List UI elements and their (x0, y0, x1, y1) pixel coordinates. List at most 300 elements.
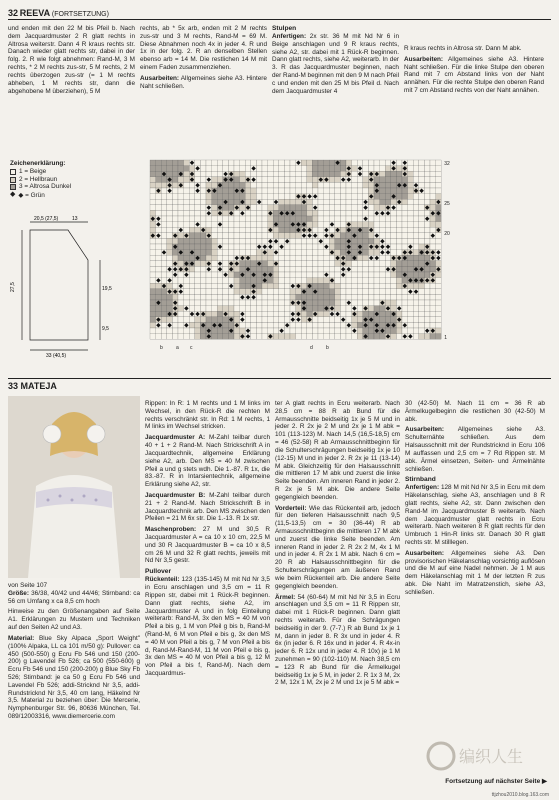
chart-cell (262, 255, 268, 261)
chart-cell (268, 250, 274, 256)
chart-cell (167, 233, 173, 239)
chart-cell (273, 289, 279, 295)
chart-cell (408, 194, 414, 200)
chart-cell (324, 294, 330, 300)
chart-cell (167, 171, 173, 177)
chart-cell (279, 322, 285, 328)
chart-cell (413, 306, 419, 312)
chart-cell (161, 194, 167, 200)
chart-cell (268, 294, 274, 300)
paragraph: Allgemeines siehe A3. Hintere Naht schließen. (140, 74, 267, 90)
chart-cell (150, 199, 156, 205)
chart-cell (161, 199, 167, 205)
chart-cell (424, 272, 430, 278)
chart-cell (172, 250, 178, 256)
chart-cell (368, 250, 374, 256)
chart-cell (200, 306, 206, 312)
chart-cell (251, 255, 257, 261)
chart-cell (178, 199, 184, 205)
chart-cell (424, 306, 430, 312)
chart-cell (172, 210, 178, 216)
chart-cell (385, 328, 391, 334)
chart-cell (335, 166, 341, 172)
chart-cell (318, 289, 324, 295)
chart-cell (189, 317, 195, 323)
chart-cell (380, 278, 386, 284)
chart-cell (296, 166, 302, 172)
chart-cell (335, 317, 341, 323)
chart-cell (357, 283, 363, 289)
chart-cell (234, 244, 240, 250)
chart-cell (262, 222, 268, 228)
chart-cell (212, 317, 218, 323)
chart-cell (352, 278, 358, 284)
chart-cell (240, 222, 246, 228)
chart-cell (156, 160, 162, 166)
chart-cell (262, 166, 268, 172)
chart-cell (413, 205, 419, 211)
chart-cell (172, 166, 178, 172)
chart-cell (189, 216, 195, 222)
chart-cell (391, 199, 397, 205)
chart-cell (184, 160, 190, 166)
chart-cell (391, 244, 397, 250)
chart-cell (318, 306, 324, 312)
chart-cell (307, 188, 313, 194)
chart-cell (335, 272, 341, 278)
chart-cell (346, 289, 352, 295)
chart-cell (396, 177, 402, 183)
chart-cell (413, 300, 419, 306)
chart-cell (156, 250, 162, 256)
chart-cell (217, 289, 223, 295)
chart-cell (357, 182, 363, 188)
chart-cell (150, 182, 156, 188)
photo-caption: von Seite 107 (8, 582, 48, 589)
chart-cell (385, 261, 391, 267)
chart-cell (184, 278, 190, 284)
chart-cell (335, 278, 341, 284)
chart-cell (307, 255, 313, 261)
chart-cell (363, 255, 369, 261)
paragraph: M-Zahl teilbar durch 40 + 1 + 2 Rand-M. Nach Strickschrift A in Jacquardtechnik, allgemeine Erklärung siehe A2, arb. Den MS = 40 M zwischen Pfeil a und g stets wdh. Die 1.-87. R 1x, die 83.-87. R in Intarsientechnik, allgemeine Erklärung siehe A2, str. (145, 434, 270, 489)
chart-cell (340, 199, 346, 205)
paragraph: Rippen: In R: 1 M rechts und 1 M links im Wechsel, in den Rück-R die rechten M rechts verschränkt str. In Rd: 1 M rechts, 1 M links im Wechsel stricken. (145, 400, 270, 431)
chart-cell (318, 278, 324, 284)
chart-cell (312, 160, 318, 166)
chart-cell (436, 300, 442, 306)
chart-cell (368, 300, 374, 306)
chart-cell (436, 188, 442, 194)
chart-cell (290, 194, 296, 200)
chart-cell (380, 272, 386, 278)
chart-cell (296, 255, 302, 261)
chart-cell (296, 289, 302, 295)
chart-cell (396, 261, 402, 267)
chart-cell (368, 272, 374, 278)
chart-cell (184, 177, 190, 183)
chart-cell (301, 266, 307, 272)
chart-cell (368, 166, 374, 172)
chart-cell (195, 317, 201, 323)
chart-cell (340, 210, 346, 216)
section-subtitle: (FORTSETZUNG) (51, 11, 109, 18)
heading-stirnband: Stirnband (405, 476, 436, 484)
chart-cell (262, 300, 268, 306)
chart-cell (228, 244, 234, 250)
chart-cell (357, 311, 363, 317)
chart-cell (223, 233, 229, 239)
chart-cell (346, 199, 352, 205)
chart-cell (368, 182, 374, 188)
paragraph: 128 M mit Nd Nr 3,5 in Ecru mit dem Häkelanschlag, siehe A3, anschlagen und 8 R glatt rechts, siehe A2, str. Dann zwischen den Rand-M im Jacquardmuster B weiterarb. Nach dem Jacquardmuster glatt rechts in Ecru weiterarb. Nach weiteren 8 R glatt rechts für den Umbruch 1 Hin-R links str. Danach 30 R glatt rechts str. M stilllegen. (405, 484, 545, 547)
col-1-text (8, 25, 135, 98)
chart-cell (374, 177, 380, 183)
chart-cell (228, 278, 234, 284)
chart-cell (161, 266, 167, 272)
chart-cell (357, 272, 363, 278)
chart-cell (324, 334, 330, 340)
chart-cell (357, 300, 363, 306)
chart-cell (290, 255, 296, 261)
chart-cell (424, 294, 430, 300)
chart-cell (413, 233, 419, 239)
chart-cell (346, 278, 352, 284)
chart-cell (228, 194, 234, 200)
chart-cell (352, 177, 358, 183)
chart-cell (380, 255, 386, 261)
chart-cell (436, 222, 442, 228)
chart-cell (217, 227, 223, 233)
chart-cell (268, 205, 274, 211)
chart-cell (262, 194, 268, 200)
chart-cell (256, 160, 262, 166)
chart-cell (335, 334, 341, 340)
paragraph: ter A glatt rechts in Ecru weiterarb. Nach 28,5 cm = 88 R ab Bund für die Armausschnitte beidseitig 1x je 5 M und in jeder 2. R 2x je 2 M und 2x je 1 M abk = 101 (113-123) M. Nach 14,5 (16,5-18,5) cm = 46 (52-58) R ab Armausschnittbeginn für die Schulterschrägungen beidseitig 1x je 10 (12-15) M und in jeder 2. R 2x je 11 (13-14) M abk. Gleichzeitig für den Halsausschnitt die mittleren 17 M abk und zuerst die linke Seite beenden. Am inneren Rand in jeder 2. R 2x je 5 M abk. Die andere Seite gegengleich beenden. (275, 400, 400, 501)
chart-cell (161, 244, 167, 250)
chart-cell (363, 283, 369, 289)
chart-cell (413, 177, 419, 183)
chart-cell (200, 210, 206, 216)
chart-cell (419, 233, 425, 239)
chart-cell (167, 334, 173, 340)
chart-cell (178, 188, 184, 194)
chart-cell (402, 261, 408, 267)
chart-cell (408, 171, 414, 177)
legend-item (10, 176, 130, 184)
chart-cell (324, 188, 330, 194)
chart-cell (368, 216, 374, 222)
chart-cell (256, 250, 262, 256)
chart-cell (419, 322, 425, 328)
chart-cell (335, 250, 341, 256)
chart-cell (284, 205, 290, 211)
chart-cell (273, 322, 279, 328)
chart-cell (279, 306, 285, 312)
chart-cell (172, 216, 178, 222)
chart-cell (156, 199, 162, 205)
chart-cell (262, 233, 268, 239)
chart-cell (245, 210, 251, 216)
chart-cell (368, 205, 374, 211)
chart-cell (318, 311, 324, 317)
chart-cell (240, 266, 246, 272)
chart-cell (184, 205, 190, 211)
chart-cell (256, 182, 262, 188)
chart-cell (357, 266, 363, 272)
chart-cell (172, 322, 178, 328)
chart-cell (223, 334, 229, 340)
chart-cell (335, 171, 341, 177)
chart-cell (363, 222, 369, 228)
chart-cell (156, 194, 162, 200)
chart-cell (312, 317, 318, 323)
chart-cell (212, 311, 218, 317)
chart-cell (368, 289, 374, 295)
chart-cell (307, 300, 313, 306)
dim-label: 19,5 (102, 286, 112, 292)
chart-cell (396, 194, 402, 200)
chart-cell (430, 227, 436, 233)
chart-cell (167, 272, 173, 278)
chart-cell (228, 238, 234, 244)
chart-cell (217, 311, 223, 317)
chart-cell (228, 289, 234, 295)
chart-cell (413, 317, 419, 323)
chart-cell (150, 255, 156, 261)
chart-cell (150, 160, 156, 166)
chart-cell (217, 250, 223, 256)
chart-cell (413, 255, 419, 261)
chart-cell (352, 244, 358, 250)
chart-cell (156, 294, 162, 300)
chart-cell (150, 272, 156, 278)
chart-cell (290, 328, 296, 334)
chart-cell (184, 238, 190, 244)
chart-cell (357, 177, 363, 183)
chart-cell (256, 227, 262, 233)
chart-cell (150, 222, 156, 228)
chart-cell (178, 222, 184, 228)
chart-cell (256, 311, 262, 317)
chart-cell (200, 266, 206, 272)
chart-cell (161, 227, 167, 233)
chart-cell (312, 244, 318, 250)
chart-cell (195, 322, 201, 328)
chart-cell (268, 160, 274, 166)
chart-cell (419, 311, 425, 317)
chart-cell (195, 194, 201, 200)
chart-cell (408, 238, 414, 244)
chart-cell (430, 216, 436, 222)
arrow-marker: a (176, 345, 179, 352)
chart-cell (380, 177, 386, 183)
chart-cell (329, 171, 335, 177)
chart-cell (363, 238, 369, 244)
chart-cell (318, 210, 324, 216)
chart-cell (273, 188, 279, 194)
chart-cell (352, 261, 358, 267)
chart-cell (228, 166, 234, 172)
chart-cell (340, 334, 346, 340)
chart-cell (273, 294, 279, 300)
chart-cell (396, 233, 402, 239)
chart-cell (301, 250, 307, 256)
chart-cell (156, 311, 162, 317)
chart-cell (251, 261, 257, 267)
chart-cell (251, 199, 257, 205)
chart-cell (335, 266, 341, 272)
chart-cell (217, 300, 223, 306)
chart-cell (424, 227, 430, 233)
chart-cell (268, 233, 274, 239)
chart-cell (290, 238, 296, 244)
label: Maschenproben: (145, 526, 197, 534)
chart-cell (290, 266, 296, 272)
chart-cell (307, 328, 313, 334)
chart-cell (262, 328, 268, 334)
chart-cell (184, 255, 190, 261)
paragraph: 54 (60-64) M mit Nd Nr 3,5 in Ecru anschlagen und 3,5 cm = 11 R Rippen str, dabei mit 1 Rück-R beginnen. Dann glatt rechts weiterarb. Für die Schrägungen beidseitig in der 9. (7-7.) R ab Bund 1x je 1 M, dann in jeder 8. R 3x und in jeder 4. R 6x (in jeder 6. R 16x und in jeder 4. R 4x-in jeder 6. R 12x und in jeder 4. R 10x) je 1 M zunehmen = 90 (102-110) M. Nach 38,5 cm = 123 R ab Bund für die Ärmelkugel beidseitig 1x je 5 M, in jeder 2. R 1x 3 M, 2x 2 M, 12x 1 M, 2x je 2 M und 1x je 5 M abk = (275, 593, 400, 687)
chart-cell (430, 160, 436, 166)
chart-cell (340, 328, 346, 334)
chart-cell (324, 205, 330, 211)
chart-cell (408, 255, 414, 261)
chart-cell (408, 222, 414, 228)
chart-cell (307, 278, 313, 284)
chart-cell (150, 266, 156, 272)
chart-cell (234, 289, 240, 295)
chart-cell (262, 210, 268, 216)
chart-cell (217, 171, 223, 177)
chart-cell (290, 166, 296, 172)
chart-cell (251, 250, 257, 256)
chart-cell (318, 205, 324, 211)
chart-cell (296, 205, 302, 211)
chart-cell (436, 306, 442, 312)
chart-cell (167, 283, 173, 289)
chart-cell (223, 250, 229, 256)
chart-cell (419, 255, 425, 261)
chart-cell (329, 177, 335, 183)
chart-cell (335, 294, 341, 300)
chart-cell (206, 250, 212, 256)
chart-cell (217, 194, 223, 200)
chart-cell (402, 216, 408, 222)
chart-cell (172, 227, 178, 233)
chart-cell (357, 222, 363, 228)
row-label: 1 (444, 335, 447, 342)
chart-cell (357, 210, 363, 216)
chart-cell (290, 188, 296, 194)
chart-cell (335, 216, 341, 222)
chart-cell (240, 194, 246, 200)
chart-cell (296, 261, 302, 267)
chart-cell (329, 182, 335, 188)
chart-cell (391, 210, 397, 216)
chart-cell (273, 300, 279, 306)
chart-cell (335, 244, 341, 250)
chart-cell (184, 216, 190, 222)
chart-cell (172, 199, 178, 205)
chart-cell (268, 306, 274, 312)
chart-cell (240, 227, 246, 233)
chart-cell (284, 160, 290, 166)
chart-cell (262, 266, 268, 272)
chart-cell (284, 171, 290, 177)
chart-cell (167, 306, 173, 312)
chart-cell (223, 294, 229, 300)
chart-cell (312, 177, 318, 183)
chart-cell (161, 177, 167, 183)
chart-cell (189, 300, 195, 306)
chart-cell (150, 250, 156, 256)
chart-cell (346, 306, 352, 312)
chart-cell (307, 216, 313, 222)
chart-cell (167, 261, 173, 267)
chart-cell (279, 166, 285, 172)
chart-cell (352, 238, 358, 244)
chart-cell (217, 199, 223, 205)
chart-cell (212, 261, 218, 267)
chart-cell (436, 216, 442, 222)
chart-cell (318, 194, 324, 200)
chart-cell (380, 306, 386, 312)
chart-cell (396, 166, 402, 172)
chart-cell (290, 171, 296, 177)
chart-cell (324, 160, 330, 166)
chart-cell (184, 244, 190, 250)
chart-cell (419, 166, 425, 172)
chart-cell (189, 199, 195, 205)
chart-cell (346, 210, 352, 216)
chart-cell (184, 283, 190, 289)
chart-cell (245, 233, 251, 239)
chart-cell (391, 177, 397, 183)
chart-cell (240, 216, 246, 222)
chart-cell (234, 199, 240, 205)
chart-cell (374, 222, 380, 228)
chart-cell (363, 194, 369, 200)
chart-cell (408, 294, 414, 300)
chart-cell (335, 199, 341, 205)
chart-cell (206, 238, 212, 244)
chart-cell (396, 300, 402, 306)
chart-cell (156, 266, 162, 272)
chart-cell (206, 171, 212, 177)
chart-cell (212, 238, 218, 244)
chart-cell (368, 188, 374, 194)
chart-cell (396, 272, 402, 278)
paragraph: rechts, ab * 5x arb, enden mit 2 M rechts zus-str und 3 M rechts, Rand-M = 69 M. Diese Abnahmen noch 4x in jeder 4. R und 1x in der folg. 2. R an denselben Stellen ebenso arb = 14 M. Die restlichen 14 M mit einem Faden zusammenziehen. (140, 25, 267, 72)
chart-cell (223, 160, 229, 166)
chart-cell (223, 261, 229, 267)
chart-cell (268, 166, 274, 172)
chart-cell (424, 222, 430, 228)
chart-cell (195, 216, 201, 222)
chart-cell (307, 289, 313, 295)
chart-cell (284, 266, 290, 272)
chart-cell (161, 306, 167, 312)
chart-cell (189, 222, 195, 228)
chart-cell (408, 188, 414, 194)
chart-cell (200, 182, 206, 188)
chart-cell (217, 272, 223, 278)
chart-cell (245, 272, 251, 278)
chart-cell (228, 233, 234, 239)
chart-cell (419, 177, 425, 183)
chart-cell (206, 160, 212, 166)
